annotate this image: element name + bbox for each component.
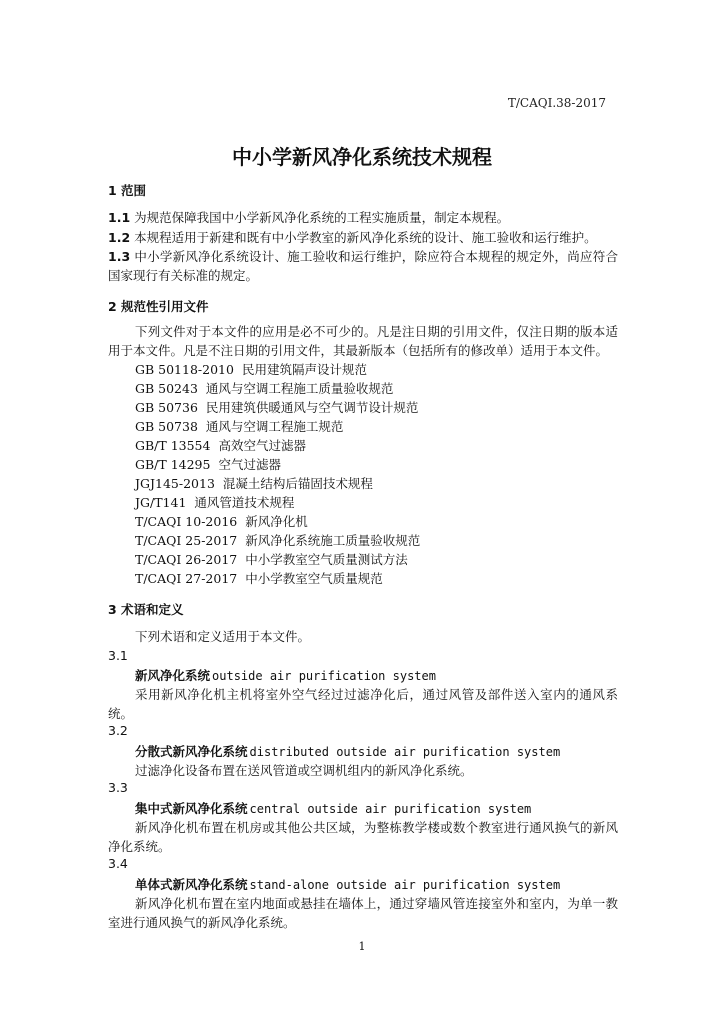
term-chinese: 分散式新风净化系统 [135,744,248,759]
reference-item [135,379,420,398]
clause-1-3 [108,247,618,285]
reference-code: JGJ145-2013 [135,476,215,491]
clause-1-2 [108,228,618,247]
reference-code: GB 50738 [135,419,198,434]
clause-number: 1.3 [108,249,131,264]
reference-code: T/CAQI 26-2017 [135,552,238,567]
reference-item [135,417,420,436]
reference-name: 通风与空调工程施工质量验收规范 [205,381,394,396]
section-2-heading: 2 规范性引用文件 [108,299,209,314]
term-title [135,799,531,817]
reference-name: 空气过滤器 [218,457,281,472]
reference-name: 高效空气过滤器 [218,438,306,453]
reference-code: T/CAQI 25-2017 [135,533,238,548]
term-title [135,742,560,760]
reference-name: 混凝土结构后锚固技术规程 [222,476,373,491]
reference-code: JG/T141 [135,495,187,510]
reference-item [135,493,420,512]
reference-item [135,512,420,531]
reference-name: 通风与空调工程施工规范 [205,419,344,434]
term-chinese: 单体式新风净化系统 [135,877,248,892]
term-title [135,875,560,893]
standard-code: T/CAQI.38-2017 [507,96,606,110]
reference-code: GB 50736 [135,400,198,415]
reference-item [135,455,420,474]
page-number: 1 [358,940,366,953]
reference-name: 通风管道技术规程 [194,495,295,510]
normative-reference-list [135,360,420,588]
clause-text: 为规范保障我国中小学新风净化系统的工程实施质量，制定本规程。 [134,210,510,225]
term-definition: 新风净化机布置在室内地面或悬挂在墙体上，通过穿墙风管连接室外和室内，为单一教室进行通风换气的新风净化系统。 [108,896,618,930]
reference-code: T/CAQI 27-2017 [135,571,238,586]
term-definition: 采用新风净化机主机将室外空气经过过滤净化后，通过风管及部件送入室内的通风系统。 [108,687,618,721]
reference-item [135,436,420,455]
reference-name: 新风净化机 [245,514,308,529]
clause-text: 本规程适用于新建和既有中小学教室的新风净化系统的设计、施工验收和运行维护。 [134,230,597,245]
reference-item [135,569,420,588]
clause-1-1 [108,208,618,227]
reference-item [135,474,420,493]
reference-code: GB/T 14295 [135,457,211,472]
section-3-heading: 3 术语和定义 [108,602,184,617]
clause-number: 1.2 [108,230,131,245]
term-definition: 新风净化机布置在机房或其他公共区域，为整栋教学楼或数个教室进行通风换气的新风净化系统。 [108,820,618,854]
reference-name: 中小学教室空气质量测试方法 [245,552,408,567]
term-english: outside air purification system [212,669,436,683]
reference-name: 民用建筑供暖通风与空气调节设计规范 [205,400,419,415]
reference-code: GB 50243 [135,381,198,396]
clause-number: 1.1 [108,210,131,225]
term-chinese: 新风净化系统 [135,668,211,683]
reference-item [135,360,420,379]
term-chinese: 集中式新风净化系统 [135,801,248,816]
reference-item [135,531,420,550]
term-english: distributed outside air purification system [249,745,561,759]
term-english: central outside air purification system [249,802,532,816]
reference-code: GB/T 13554 [135,438,211,453]
reference-name: 民用建筑隔声设计规范 [241,362,367,377]
section-2-intro: 下列文件对于本文件的应用是必不可少的。凡是注日期的引用文件，仅注日期的版本适用于本文件。凡是不注日期的引用文件，其最新版本（包括所有的修改单）适用于本文件。 [108,324,618,358]
document-title: 中小学新风净化系统技术规程 [232,145,492,169]
term-number: 3.4 [108,856,128,871]
reference-item [135,398,420,417]
term-number: 3.3 [108,780,128,795]
term-english: stand-alone outside air purification system [249,878,561,892]
reference-name: 新风净化系统施工质量验收规范 [245,533,421,548]
reference-code: T/CAQI 10-2016 [135,514,238,529]
term-title [135,666,436,684]
term-definition: 过滤净化设备布置在送风管道或空调机组内的新风净化系统。 [135,763,473,778]
reference-item [135,550,420,569]
term-number: 3.1 [108,648,128,663]
section-3-intro: 下列术语和定义适用于本文件。 [135,629,311,644]
clause-text: 中小学新风净化系统设计、施工验收和运行维护，除应符合本规程的规定外，尚应符合国家现行有关标准的规定。 [108,249,618,283]
reference-code: GB 50118-2010 [135,362,234,377]
term-number: 3.2 [108,723,128,738]
reference-name: 中小学教室空气质量规范 [245,571,383,586]
section-1-heading: 1 范围 [108,183,147,198]
